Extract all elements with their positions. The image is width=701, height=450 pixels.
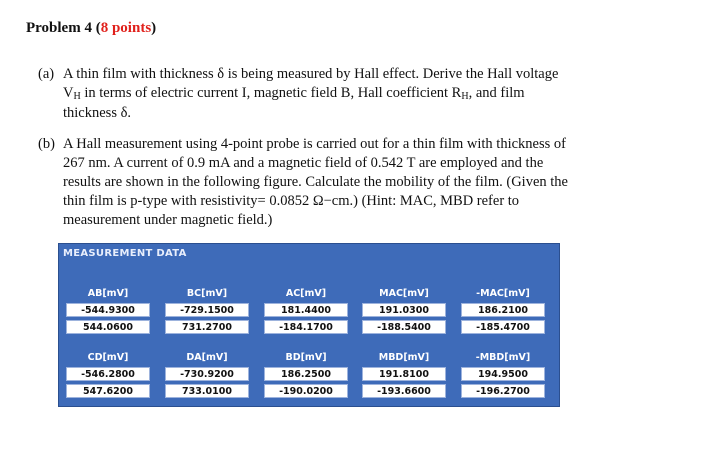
part-b-line-5: measurement under magnetic field.): [63, 212, 273, 228]
part-a-tag: (a): [38, 66, 55, 82]
measurement-header: DA[mV]: [186, 352, 228, 363]
measurement-value: 186.2100: [461, 303, 545, 317]
measurement-header: MBD[mV]: [378, 352, 430, 363]
problem-heading-close: ): [151, 20, 157, 36]
measurement-value: -190.0200: [264, 384, 348, 398]
part-a-line-1: A thin film with thickness δ is being measured by Hall effect. Derive the Hall voltage: [63, 66, 559, 82]
part-a-line-2: [63, 84, 558, 104]
measurement-value: -544.9300: [66, 303, 150, 317]
measurement-value: -185.4700: [461, 320, 545, 334]
measurement-value: -546.2800: [66, 367, 150, 381]
measurement-header: -MAC[mV]: [476, 288, 530, 299]
part-b-line-2: 267 nm. A current of 0.9 mA and a magnetic field of 0.542 T are employed and the: [63, 155, 544, 171]
measurement-value: 547.6200: [66, 384, 150, 398]
measurement-header: AB[mV]: [87, 288, 129, 299]
measurement-value: -729.1500: [165, 303, 249, 317]
measurement-header: -MBD[mV]: [475, 352, 531, 363]
measurement-value: 186.2500: [264, 367, 348, 381]
part-b-line-4: thin film is p-type with resistivity= 0.0852 Ω−cm.) (Hint: MAC, MBD refer to: [63, 193, 520, 209]
part-b-line-1: A Hall measurement using 4-point probe is carried out for a thin film with thickness of: [63, 136, 566, 152]
measurement-data-panel: [58, 243, 560, 407]
measurement-header: CD[mV]: [87, 352, 129, 363]
measurement-value: 731.2700: [165, 320, 249, 334]
measurement-value: 733.0100: [165, 384, 249, 398]
problem-title: [26, 20, 156, 37]
measurement-data-title: MEASUREMENT DATA: [63, 248, 187, 259]
part-a-line-3: thickness δ.: [63, 105, 132, 121]
vh-symbol: V: [63, 85, 74, 101]
measurement-header: BC[mV]: [186, 288, 228, 299]
problem-heading: Problem 4 (: [26, 20, 101, 36]
measurement-value: -193.6600: [362, 384, 446, 398]
measurement-value: 544.0600: [66, 320, 150, 334]
rh-subscript: H: [461, 91, 469, 102]
part-b-line-3: results are shown in the following figure. Calculate the mobility of the film. (Given the: [63, 174, 568, 190]
measurement-header: MAC[mV]: [379, 288, 429, 299]
measurement-header: BD[mV]: [285, 352, 327, 363]
part-a-line-2-body: in terms of electric current I, magnetic field B, Hall coefficient R: [84, 85, 462, 101]
part-a-line-2-tail: , and film: [468, 85, 525, 101]
measurement-value: 191.8100: [362, 367, 446, 381]
part-a-text: [63, 65, 558, 123]
measurement-value: 191.0300: [362, 303, 446, 317]
measurement-value: 194.9500: [461, 367, 545, 381]
part-b-tag: (b): [38, 136, 55, 152]
measurement-value: 181.4400: [264, 303, 348, 317]
part-b-text: [63, 135, 568, 230]
measurement-header: AC[mV]: [285, 288, 327, 299]
measurement-value: -188.5400: [362, 320, 446, 334]
vh-subscript: H: [73, 91, 81, 102]
measurement-value: -196.2700: [461, 384, 545, 398]
measurement-value: -184.1700: [264, 320, 348, 334]
problem-points: 8 points: [100, 20, 152, 36]
measurement-value: -730.9200: [165, 367, 249, 381]
